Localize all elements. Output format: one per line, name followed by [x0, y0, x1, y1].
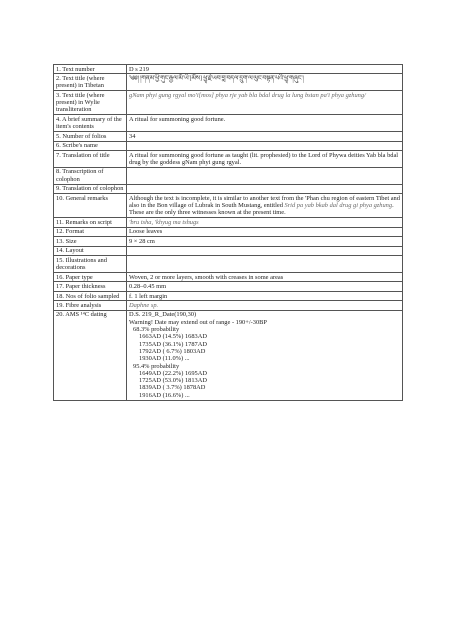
row-value: A ritual for summoning good fortune as taught (lit. prophesied) to the Lord of Phywa deities Yab bla bdal drug by the goddess gNam phyi gung rgyal.	[127, 151, 403, 168]
row-value	[127, 184, 403, 193]
dating-line: 1916AD (16.6%) ...	[139, 391, 190, 399]
table-row	[54, 237, 403, 246]
row-value: 0.28–0.45 mm	[127, 282, 403, 291]
row-label: 11. Remarks on script	[54, 218, 127, 227]
table-row	[54, 310, 403, 400]
table-row	[54, 132, 403, 141]
row-label: 12. Format	[54, 227, 127, 236]
table-row	[54, 246, 403, 255]
fibre-analysis: Daphne sp.	[127, 301, 403, 310]
row-value: Loose leaves	[127, 227, 403, 236]
dating-line: 1725AD (53.0%) 1813AD	[139, 377, 207, 385]
table-row	[54, 218, 403, 227]
manuscript-metadata-table	[53, 64, 403, 401]
row-label: 19. Fibre analysis	[54, 301, 127, 310]
table-row	[54, 167, 403, 184]
row-label: 3. Text title (where present) in Wylie transliteration	[54, 91, 127, 115]
dating-line: 1930AD (11.0%) ...	[139, 355, 190, 363]
tibetan-title: ༄༅། །གནམ་ཕྱི་གུང་རྒྱལ་མོ་ཡི་[མོས] ཕྱྭ་རྗེ་ཡབ་བླ་བདལ་དྲུག་ལ་ལུང་བསྟན་པའི་ཕྱྭ་གཞུང་།	[127, 74, 403, 91]
row-label: 15. Illustrations and decorations	[54, 256, 127, 273]
row-label: 10. General remarks	[54, 194, 127, 218]
table-row	[54, 227, 403, 236]
table-row	[54, 256, 403, 273]
row-value: f. 1 left margin	[127, 291, 403, 300]
row-value	[127, 256, 403, 273]
dating-line: 1735AD (36.1%) 1787AD	[139, 340, 207, 348]
table-row	[54, 291, 403, 300]
dating-line: 1839AD ( 3.7%) 1878AD	[139, 384, 206, 392]
row-label: 9. Translation of colophon	[54, 184, 127, 193]
row-value: D s 219	[127, 65, 403, 74]
row-label: 8. Transcription of colophon	[54, 167, 127, 184]
row-label: 18. Nos of folio sampled	[54, 291, 127, 300]
row-label: 5. Number of folios	[54, 132, 127, 141]
dating-line: Warning! Date may extend out of range - 190+/-30BP	[129, 318, 267, 326]
table-row	[54, 115, 403, 132]
wylie-title: gNam phyi gung rgyal mo'i[mos] phya rje yab bla bdal drug la lung bstan pa'i phya gzhung/	[127, 91, 403, 115]
dating-line: 1792AD ( 6.7%) 1803AD	[139, 347, 206, 355]
remarks-text: . These are the only three witnesses known at the present time.	[129, 202, 394, 217]
table-row	[54, 282, 403, 291]
table-row	[54, 301, 403, 310]
row-label: 13. Size	[54, 237, 127, 246]
dating-line: 68.3% probability	[133, 326, 180, 334]
row-label: 1. Text number	[54, 65, 127, 74]
script-remarks: 'bru tsha, 'khyug ma tshugs	[127, 218, 403, 227]
row-label: 6. Scribe's name	[54, 141, 127, 150]
row-value: 9 × 28 cm	[127, 237, 403, 246]
table-row	[54, 91, 403, 115]
table-row	[54, 272, 403, 281]
row-label: 4. A brief summary of the item's contents	[54, 115, 127, 132]
row-value	[127, 167, 403, 184]
remarks-text: Although the text is incomplete, it is similar to another text from the 'Phan chu region of eastern Tibet and also in the Bon village of Lubrak in South Mustang, entitled	[129, 194, 400, 210]
row-value: A ritual for summoning good fortune.	[127, 115, 403, 132]
radiocarbon-dating	[127, 310, 403, 400]
table-row	[54, 151, 403, 168]
row-label: 7. Translation of title	[54, 151, 127, 168]
dating-line: D.S. 219_R_Date(190,30)	[129, 311, 197, 319]
table-row	[54, 184, 403, 193]
general-remarks	[127, 194, 403, 218]
table-row	[54, 65, 403, 74]
row-label: 20. AMS ¹⁴C dating	[54, 310, 127, 400]
dating-line: 1649AD (22.2%) 1695AD	[139, 369, 207, 377]
table-row	[54, 74, 403, 91]
table-row	[54, 141, 403, 150]
row-value	[127, 141, 403, 150]
row-label: 16. Paper type	[54, 272, 127, 281]
row-value: 34	[127, 132, 403, 141]
remarks-related-title: Srid pa yab bkab dal drug gi phya gzhung	[284, 202, 393, 210]
dating-line: 1663AD (14.5%) 1683AD	[139, 333, 207, 341]
row-label: 2. Text title (where present) in Tibetan	[54, 74, 127, 91]
row-label: 14. Layout	[54, 246, 127, 255]
table-row	[54, 194, 403, 218]
row-label: 17. Paper thickness	[54, 282, 127, 291]
row-value: Woven, 2 or more layers, smooth with creases in some areas	[127, 272, 403, 281]
row-value	[127, 246, 403, 255]
dating-line: 95.4% probability	[133, 362, 180, 370]
